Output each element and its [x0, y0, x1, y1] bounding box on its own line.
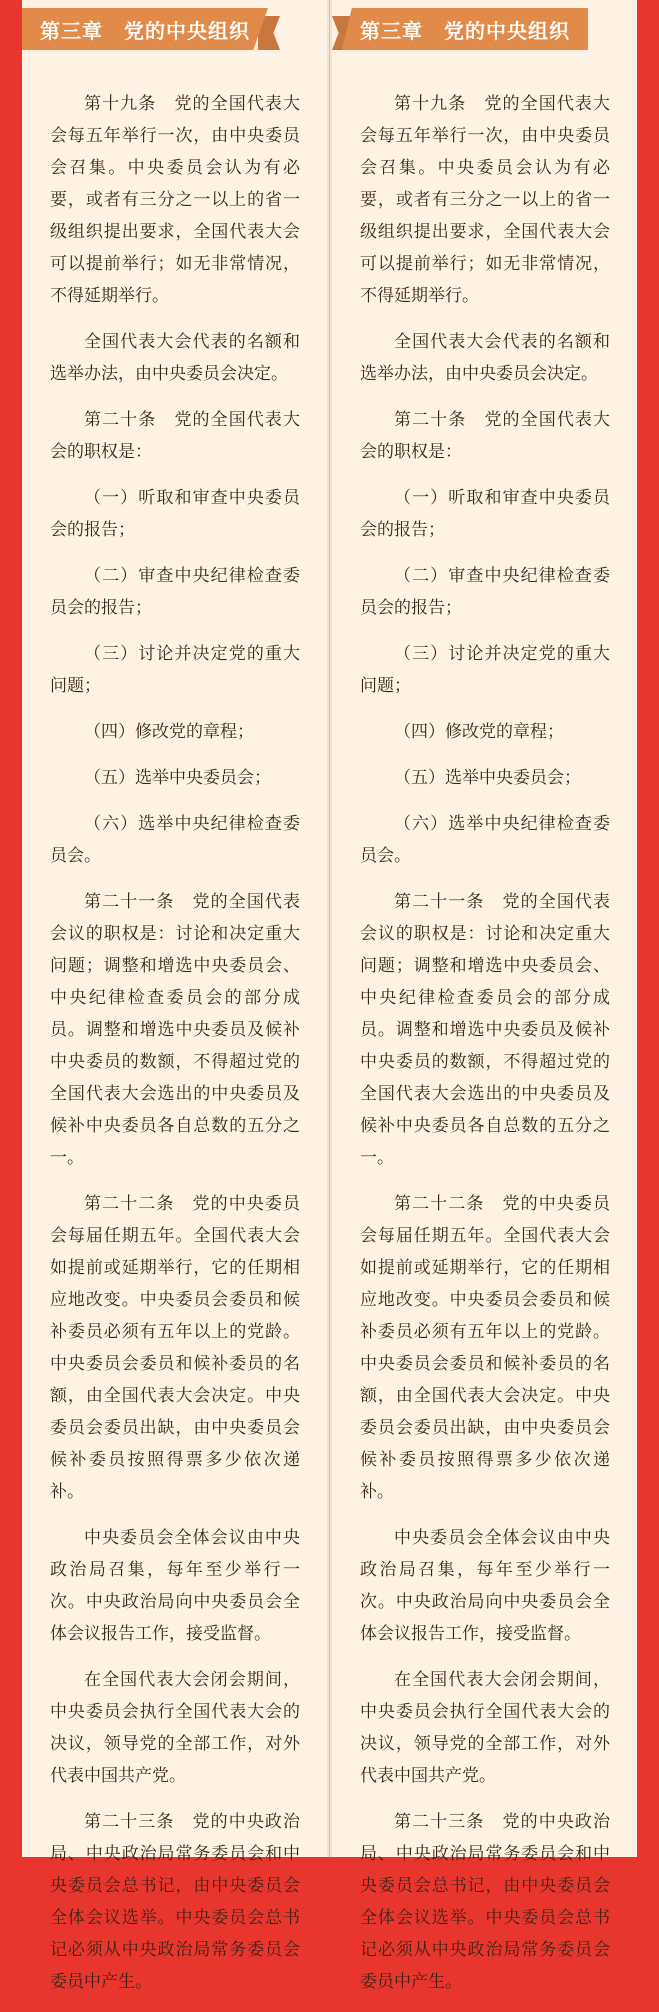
- paragraph: 第二十三条 党的中央政治局、中央政治局常务委员会和中央委员会总书记，由中央委员会全体会议选举。中央委员会总书记必须从中央政治局常务委员会委员中产生。: [360, 1812, 610, 1992]
- paragraph: 在全国代表大会闭会期间，中央委员会执行全国代表大会的决议，领导党的全部工作，对外代表中国共产党。: [360, 1670, 610, 1786]
- paragraph: （六）选举中央纪律检查委员会。: [360, 814, 610, 866]
- paragraph: （一）听取和审查中央委员会的报告；: [50, 488, 300, 540]
- paragraph: 在全国代表大会闭会期间，中央委员会执行全国代表大会的决议，领导党的全部工作，对外代表中国共产党。: [50, 1670, 300, 1786]
- paragraph: （五）选举中央委员会；: [84, 768, 271, 788]
- chapter-title: 第三章 党的中央组织: [40, 18, 250, 43]
- paragraph: （二）审查中央纪律检查委员会的报告；: [50, 566, 300, 618]
- paragraph: 第二十三条 党的中央政治局、中央政治局常务委员会和中央委员会总书记，由中央委员会全体会议选举。中央委员会总书记必须从中央政治局常务委员会委员中产生。: [50, 1812, 300, 1992]
- chapter-banner: [342, 8, 588, 50]
- paragraph: 中央委员会全体会议由中央政治局召集，每年至少举行一次。中央政治局向中央委员会全体会议报告工作，接受监督。: [360, 1528, 610, 1644]
- chapter-title: 第三章 党的中央组织: [360, 18, 570, 43]
- paragraph: 第二十一条 党的全国代表会议的职权是：讨论和决定重大问题；调整和增选中央委员会、中央纪律检查委员会的部分成员。调整和增选中央委员及候补中央委员的数额，不得超过党的全国代表大会选出的中央委员及候补中央委员各自总数的五分之一。: [360, 892, 610, 1168]
- paragraph: （三）讨论并决定党的重大问题；: [360, 644, 610, 696]
- paragraph: （四）修改党的章程；: [394, 722, 564, 742]
- paragraph: （三）讨论并决定党的重大问题；: [50, 644, 300, 696]
- paragraph: 第十九条 党的全国代表大会每五年举行一次，由中央委员会召集。中央委员会认为有必要，或者有三分之一以上的省一级组织提出要求，全国代表大会可以提前举行；如无非常情况，不得延期举行。: [360, 94, 610, 306]
- left-page: [22, 0, 327, 1992]
- chapter-banner: [22, 8, 268, 50]
- paragraph: 第十九条 党的全国代表大会每五年举行一次，由中央委员会召集。中央委员会认为有必要，或者有三分之一以上的省一级组织提出要求，全国代表大会可以提前举行；如无非常情况，不得延期举行。: [50, 94, 300, 306]
- paragraph: （六）选举中央纪律检查委员会。: [50, 814, 300, 866]
- paragraph: 第二十一条 党的全国代表会议的职权是：讨论和决定重大问题；调整和增选中央委员会、中央纪律检查委员会的部分成员。调整和增选中央委员及候补中央委员的数额，不得超过党的全国代表大会选出的中央委员及候补中央委员各自总数的五分之一。: [50, 892, 300, 1168]
- paragraph: （一）听取和审查中央委员会的报告；: [360, 488, 610, 540]
- paragraph: 第二十二条 党的中央委员会每届任期五年。全国代表大会如提前或延期举行，它的任期相应地改变。中央委员会委员和候补委员必须有五年以上的党龄。中央委员会委员和候补委员的名额，由全国代表大会决定。中央委员会委员出缺，由中央委员会候补委员按照得票多少依次递补。: [50, 1194, 300, 1502]
- paragraph: 第二十条 党的全国代表大会的职权是：: [50, 410, 300, 462]
- paragraph: （五）选举中央委员会；: [394, 768, 581, 788]
- article-body: [360, 88, 610, 2012]
- paragraph: 全国代表大会代表的名额和选举办法，由中央委员会决定。: [360, 332, 610, 384]
- paragraph: 中央委员会全体会议由中央政治局召集，每年至少举行一次。中央政治局向中央委员会全体会议报告工作，接受监督。: [50, 1528, 300, 1644]
- right-page: [332, 0, 637, 1992]
- article-body: [50, 88, 300, 2012]
- paragraph: （四）修改党的章程；: [84, 722, 254, 742]
- paragraph: 第二十条 党的全国代表大会的职权是：: [360, 410, 610, 462]
- paragraph: （二）审查中央纪律检查委员会的报告；: [360, 566, 610, 618]
- paragraph: 全国代表大会代表的名额和选举办法，由中央委员会决定。: [50, 332, 300, 384]
- paragraph: 第二十二条 党的中央委员会每届任期五年。全国代表大会如提前或延期举行，它的任期相应地改变。中央委员会委员和候补委员必须有五年以上的党龄。中央委员会委员和候补委员的名额，由全国代表大会决定。中央委员会委员出缺，由中央委员会候补委员按照得票多少依次递补。: [360, 1194, 610, 1502]
